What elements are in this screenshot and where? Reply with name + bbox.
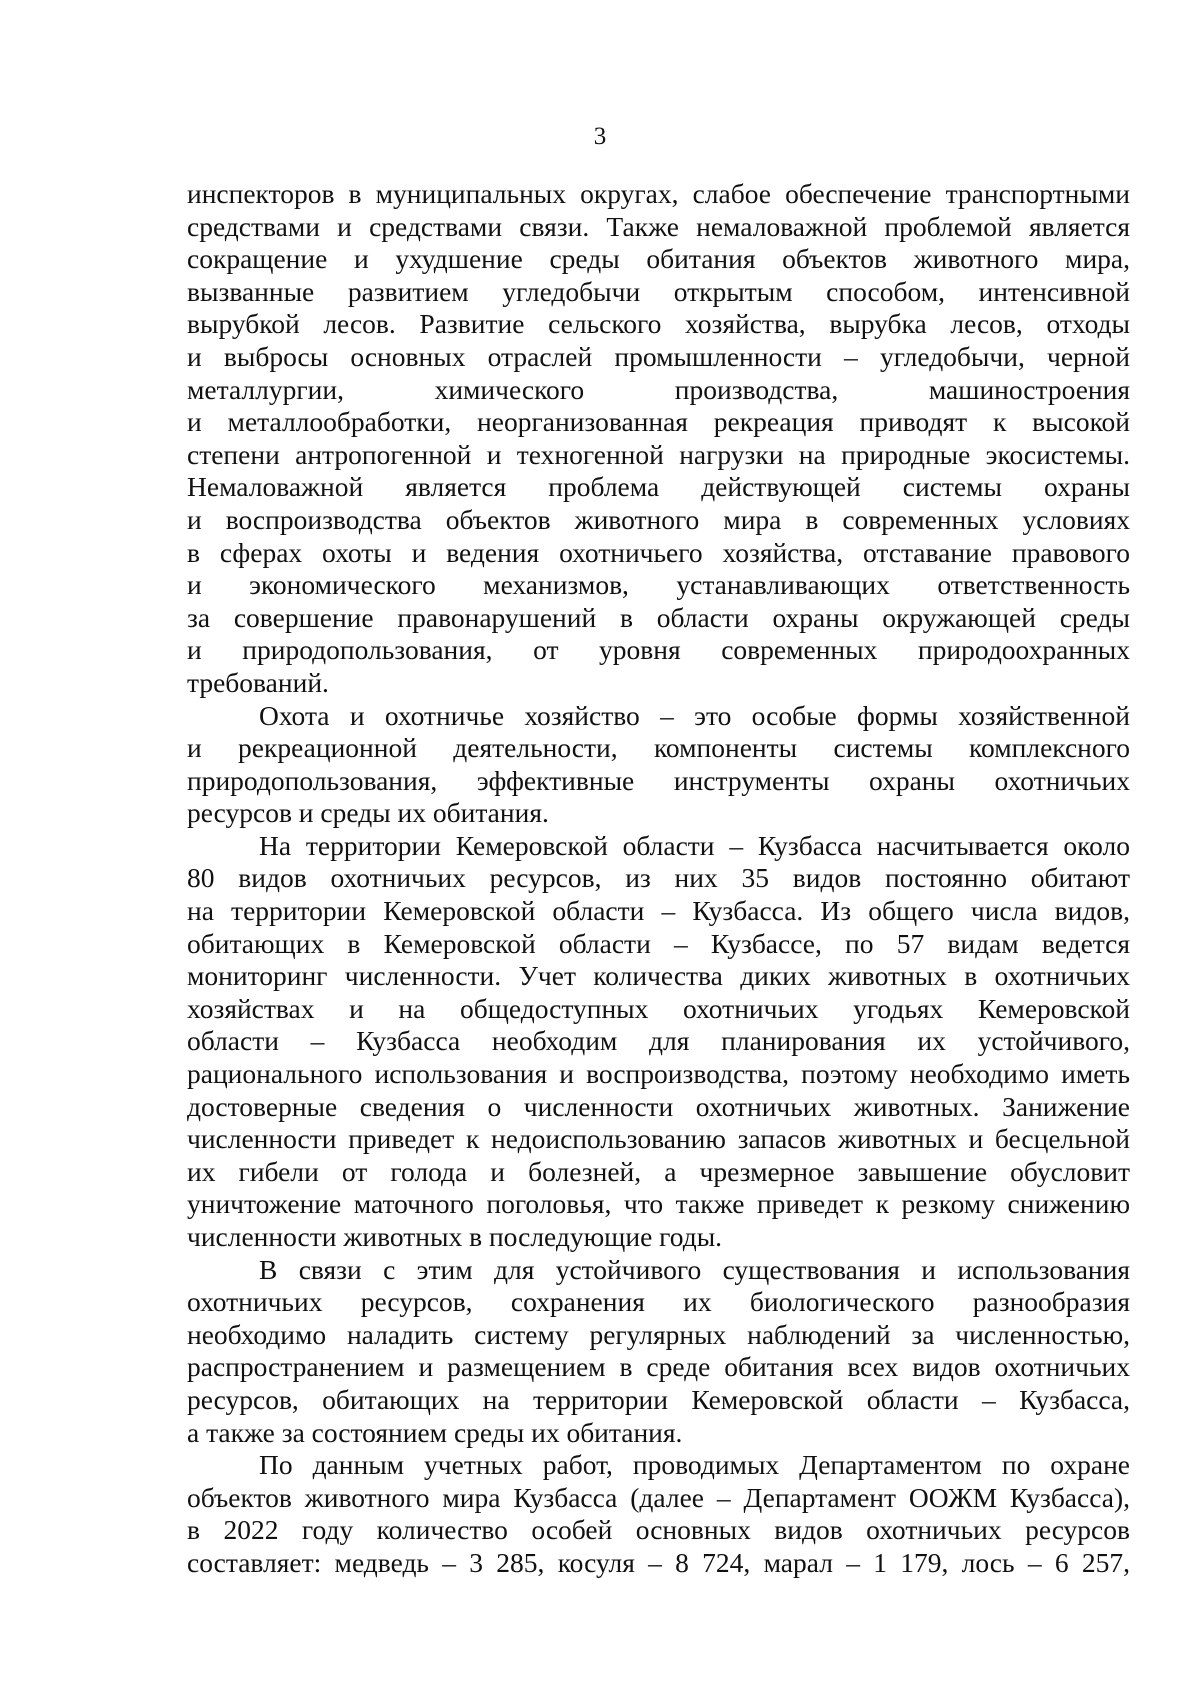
text-line: Охота и охотничье хозяйство – это особые формы хозяйственной [259,699,1130,731]
paragraph [187,178,1130,700]
paragraph [187,1449,1130,1579]
document-body [187,178,1130,1580]
text-line: а также за состоянием среды их обитания. [187,1416,683,1448]
text-line: и металлообработки, неорганизованная рекреация приводят к высокой [187,406,1130,438]
text-line: металлургии, химического производства, машиностроения [187,373,1130,405]
paragraph [187,830,1130,1254]
text-line: охотничьих ресурсов, сохранения их биологического разнообразия [187,1286,1130,1318]
text-line: рационального использования и воспроизводства, поэтому необходимо иметь [187,1058,1130,1090]
text-line: и рекреационной деятельности, компоненты системы комплексного [187,732,1130,764]
page-number: 3 [593,123,607,150]
text-line: сокращение и ухудшение среды обитания объектов животного мира, [187,243,1130,275]
text-line: составляет: медведь – 3 285, косуля – 8 724, марал – 1 179, лось – 6 257, [187,1546,1130,1578]
text-line: вызванные развитием угледобычи открытым способом, интенсивной [187,275,1130,307]
paragraph [187,1254,1130,1450]
text-line: На территории Кемеровской области – Кузбасса насчитывается около [259,829,1130,861]
text-line: требований. [187,666,329,698]
text-line: и выбросы основных отраслей промышленности – угледобычи, черной [187,340,1130,372]
text-line: объектов животного мира Кузбасса (далее – Департамент ООЖМ Кузбасса), [187,1481,1130,1513]
text-line: хозяйствах и на общедоступных охотничьих угодьях Кемеровской [187,992,1130,1024]
text-line: ресурсов, обитающих на территории Кемеровской области – Кузбасса, [187,1383,1130,1415]
text-line: и природопользования, от уровня современных природоохранных [187,634,1130,666]
text-line: Немаловажной является проблема действующей системы охраны [187,471,1130,503]
text-line: 80 видов охотничьих ресурсов, из них 35 видов постоянно обитают [187,862,1130,894]
text-line: По данным учетных работ, проводимых Департаментом по охране [259,1449,1130,1481]
text-line: в сферах охоты и ведения охотничьего хозяйства, отставание правового [187,536,1130,568]
text-line: мониторинг численности. Учет количества диких животных в охотничьих [187,960,1130,992]
text-line: и экономического механизмов, устанавливающих ответственность [187,569,1130,601]
text-line: средствами и средствами связи. Также немаловажной проблемой является [187,210,1130,242]
text-line: области – Кузбасса необходим для планирования их устойчивого, [187,1025,1130,1057]
text-line: ресурсов и среды их обитания. [187,797,549,829]
text-line: вырубкой лесов. Развитие сельского хозяйства, вырубка лесов, отходы [187,308,1130,340]
text-line: в 2022 году количество особей основных видов охотничьих ресурсов [187,1514,1130,1546]
text-line: численности приведет к недоиспользованию запасов животных и бесцельной [187,1123,1130,1155]
text-line: обитающих в Кемеровской области – Кузбассе, по 57 видам ведется [187,927,1130,959]
text-line: на территории Кемеровской области – Кузбасса. Из общего числа видов, [187,895,1130,927]
text-line: и воспроизводства объектов животного мира в современных условиях [187,503,1130,535]
text-line: В связи с этим для устойчивого существования и использования [259,1253,1130,1285]
text-line: за совершение правонарушений в области охраны окружающей среды [187,601,1130,633]
text-line: инспекторов в муниципальных округах, слабое обеспечение транспортными [187,178,1130,209]
paragraph [187,700,1130,830]
text-line: численности животных в последующие годы. [187,1221,723,1252]
text-line: их гибели от голода и болезней, а чрезмерное завышение обусловит [187,1155,1130,1187]
text-line: природопользования, эффективные инструменты охраны охотничьих [187,764,1130,796]
text-line: уничтожение маточного поголовья, что также приведет к резкому снижению [187,1188,1130,1220]
text-line: достоверные сведения о численности охотничьих животных. Занижение [187,1090,1130,1122]
text-line: распространением и размещением в среде обитания всех видов охотничьих [187,1351,1130,1383]
text-line: степени антропогенной и техногенной нагрузки на природные экосистемы. [187,438,1130,470]
text-line: необходимо наладить систему регулярных наблюдений за численностью, [187,1318,1130,1350]
